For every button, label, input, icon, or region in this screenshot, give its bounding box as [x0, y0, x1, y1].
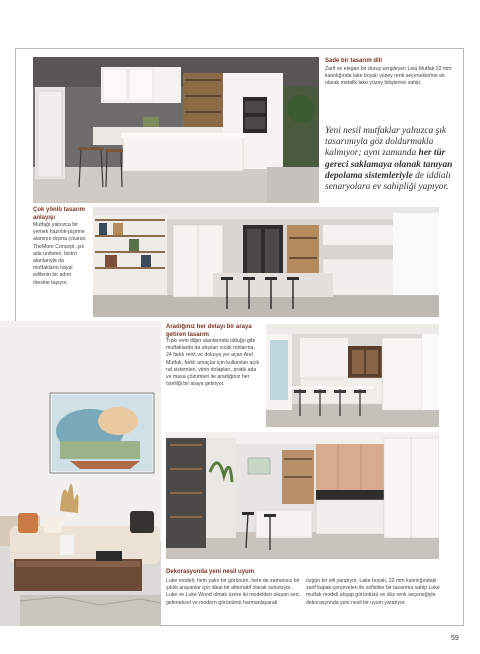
heading-dekorasyon: Dekorasyonda yeni nesil uyum — [166, 569, 255, 575]
heading-sade-tasarim: Sade bir tasarım dili — [325, 58, 383, 64]
page-number: 59 — [451, 635, 459, 642]
text-dekorasyon-col1: Luke modeli; hem yalın bir görünüm, hem de zamansız bir şıklık arayanlar için ideal bir alternatif olarak sunuluyor. Luke ve Luke Wood olmak üzere iki modelden oluşan seri, geleneksel ve modern görünümü harmanlayarak — [166, 578, 300, 606]
text-sade-tasarim: Zarif ve elegan bir duruş sergileyen Leia Mutfak 22 mm kalınlığında lake boyalı yüzey renk seçeneklerine ek olarak metalik lake yüzey bitişlerine sahip. — [325, 66, 452, 87]
heading-cok-yonlu: Çok yönlü tasarım anlayışı — [33, 207, 86, 221]
text-cok-yonlu: Mutfağı yalnızca bir yemek hazırlık-pişirme alanının dışına çıkaran TheMore Concept, şık ada üniteleri, bistro alanlarıyla da mutfakların hayal edilenin bir adım ötesine taşıyor. — [33, 222, 86, 286]
text-aradiginiz: Tıpkı evin diğer alanlarında olduğu gibi mutfaklarda da alışılan sıcak tonlarına, 24 farklı renk ve dokuya yer açan Arel Mutfak, farklı amaçlar için kullanılan açık raf sistemleri, vitrin dolapları, pratik ada ve masa çözümleri ile aradığınız her özelliği bir araya getiriyor. — [166, 338, 260, 388]
heading-aradiginiz: Aradığınız her detayı bir araya getiren tasarım — [166, 324, 252, 338]
photo-white-kitchen — [33, 57, 319, 203]
pull-quote: Yeni nesil mutfaklar yalnızca şık tasarımıyla göz doldurmakla kalmıyor; aynı zamanda her tür gereci saklamaya olanak tanıyan depolama sistemleriyle de iddialı senaryolara ev sahipliği yapıyor. — [325, 126, 453, 193]
photo-dining-kitchen — [266, 324, 439, 427]
text-dekorasyon-col2: özgün bir stil yaratıyor. Lake boyalı, 22 mm kalınlığındaki zarif kapak çerçeveleri ile sofistike bir tasarıma sahip Luke mutfak modeli ahşap görüntüsü ve düz renk seçeneğiyle dekorasyonda yeni nesil bir uyum yaratıyor. — [306, 578, 440, 606]
photo-shelf-kitchen — [93, 207, 439, 317]
photo-living-room — [0, 321, 161, 626]
photo-wood-kitchen — [166, 432, 439, 559]
